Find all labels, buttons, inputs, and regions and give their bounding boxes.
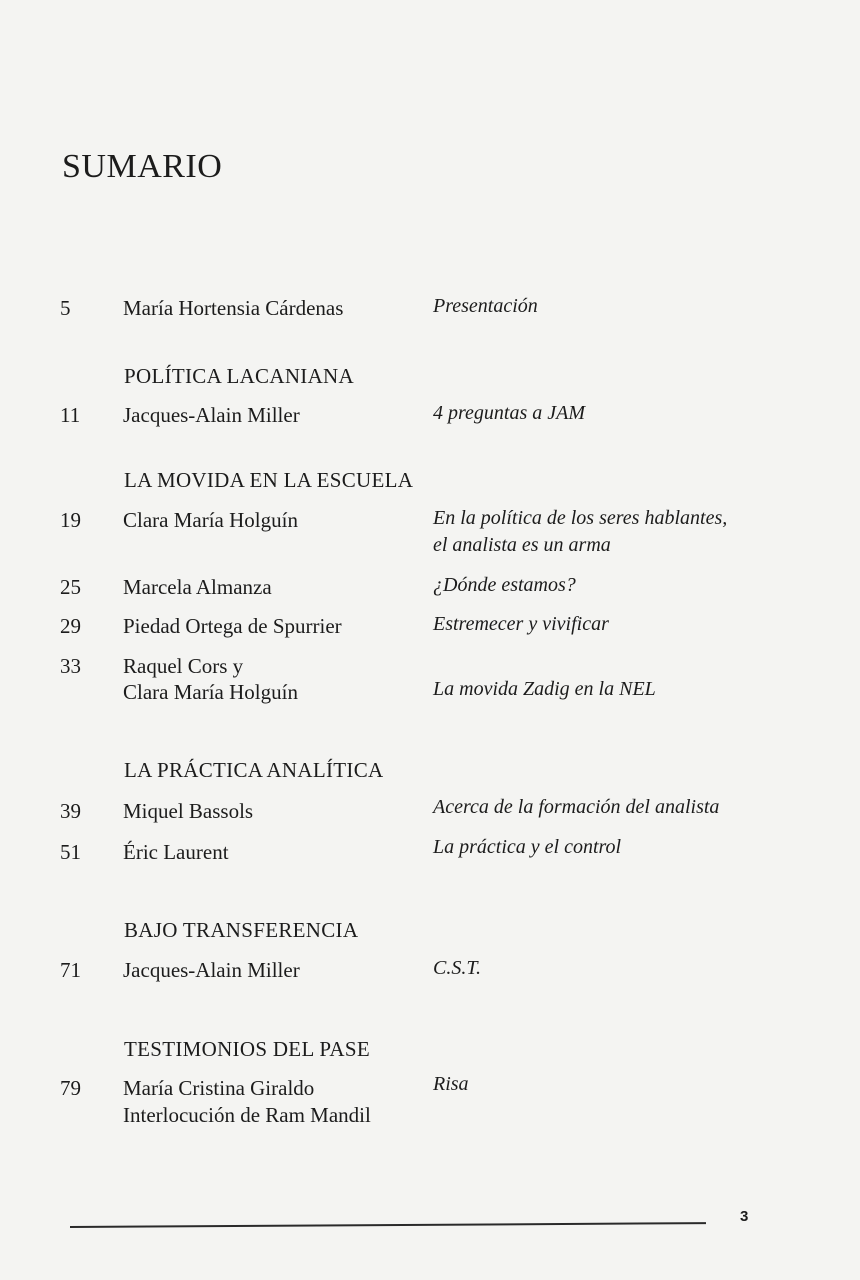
toc-title-line1: En la política de los seres hablantes, [433, 507, 728, 529]
toc-author: Jacques-Alain Miller [123, 958, 300, 982]
toc-page-number: 19 [60, 508, 81, 532]
toc-title: Estremecer y vivificar [433, 613, 609, 635]
toc-title: La movida Zadig en la NEL [433, 678, 656, 700]
toc-title: Presentación [433, 295, 538, 317]
toc-page-number: 51 [60, 840, 81, 864]
toc-author: María Hortensia Cárdenas [123, 296, 344, 320]
toc-page-number: 5 [60, 296, 71, 320]
toc-author-line1: María Cristina Giraldo [123, 1076, 315, 1100]
toc-author: Marcela Almanza [123, 575, 272, 599]
toc-author-line1: Raquel Cors y [123, 654, 244, 678]
toc-title: C.S.T. [433, 957, 481, 979]
toc-title: Risa [433, 1073, 469, 1095]
toc-author: Clara María Holguín [123, 508, 298, 532]
toc-title: ¿Dónde estamos? [433, 574, 576, 596]
section-heading: BAJO TRANSFERENCIA [124, 918, 359, 942]
toc-page-number: 39 [60, 799, 81, 823]
toc-author-line2: Interlocución de Ram Mandil [123, 1103, 371, 1127]
toc-title: 4 preguntas a JAM [433, 402, 586, 424]
page-title: SUMARIO [62, 148, 223, 185]
section-heading: LA PRÁCTICA ANALÍTICA [124, 758, 384, 782]
toc-author: Éric Laurent [123, 840, 229, 864]
toc-author: Piedad Ortega de Spurrier [123, 614, 342, 638]
toc-page-number: 29 [60, 614, 81, 638]
section-heading: TESTIMONIOS DEL PASE [124, 1037, 370, 1061]
toc-title: La práctica y el control [433, 836, 622, 858]
footer-rule [70, 1222, 706, 1228]
section-heading: LA MOVIDA EN LA ESCUELA [124, 468, 414, 492]
toc-title-line2: el analista es un arma [433, 534, 611, 556]
toc-title: Acerca de la formación del analista [433, 796, 720, 818]
section-heading: POLÍTICA LACANIANA [124, 364, 354, 388]
toc-page-number: 33 [60, 654, 81, 678]
toc-author: Miquel Bassols [123, 799, 254, 823]
toc-page-number: 79 [60, 1076, 81, 1100]
toc-author-line2: Clara María Holguín [123, 680, 298, 704]
toc-page-number: 71 [60, 958, 81, 982]
toc-page-number: 11 [60, 403, 81, 427]
footer-page-number: 3 [740, 1208, 749, 1225]
toc-author: Jacques-Alain Miller [123, 403, 300, 427]
toc-page-number: 25 [60, 575, 81, 599]
